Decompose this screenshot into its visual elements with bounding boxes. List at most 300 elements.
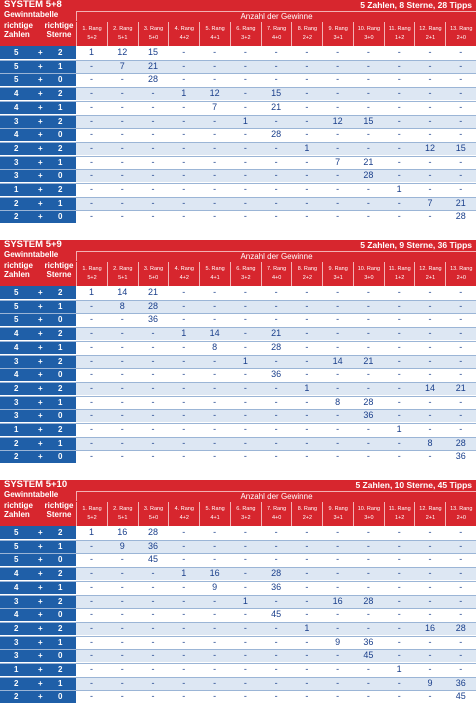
table-cell: - <box>336 129 340 140</box>
anzahl-der-gewinne-header: Anzahl der Gewinne <box>76 11 476 21</box>
section-titlebar <box>0 0 476 10</box>
table-cell: - <box>305 581 309 592</box>
table-cell: - <box>336 568 340 579</box>
section-titlebar <box>0 240 476 250</box>
table-cell: - <box>336 609 340 620</box>
rang-header: 12. Rang 2+1 <box>414 262 445 286</box>
gewinntabelle-label: Gewinntabelle <box>4 490 59 499</box>
table-cell: - <box>182 410 186 421</box>
row-key <box>0 663 76 676</box>
row-key <box>0 526 76 539</box>
table-row <box>0 286 476 299</box>
table-cell: - <box>90 369 93 380</box>
table-cell: - <box>90 581 93 592</box>
table-cell: - <box>213 540 217 551</box>
row-sterne: 0 <box>58 130 63 140</box>
table-cell: 21 <box>363 156 374 167</box>
rang-header: 3. Rang 5+0 <box>138 502 169 526</box>
row-divider <box>0 101 476 102</box>
table-row <box>0 409 476 422</box>
table-cell: - <box>243 424 247 434</box>
table-cell: 1 <box>396 184 402 194</box>
table-cell: 28 <box>148 527 159 537</box>
table-cell: - <box>182 609 186 620</box>
table-cell: - <box>182 47 186 57</box>
table-cell: 1 <box>88 47 94 57</box>
row-divider <box>0 567 476 568</box>
table-cell: - <box>428 636 432 647</box>
table-cell: - <box>305 636 309 647</box>
table-cell: 16 <box>209 568 220 579</box>
table-cell: - <box>428 595 432 606</box>
table-cell: - <box>366 88 370 99</box>
table-cell: - <box>428 554 432 565</box>
row-sterne: 2 <box>58 596 63 606</box>
row-plus: + <box>38 157 43 167</box>
table-cell: 15 <box>363 115 374 126</box>
table-row <box>0 197 476 210</box>
table-cell: - <box>397 410 401 421</box>
row-plus: + <box>38 75 43 85</box>
table-cell: - <box>274 527 278 537</box>
row-key <box>0 608 76 621</box>
table-cell: - <box>90 691 93 702</box>
table-cell: - <box>459 170 463 181</box>
row-divider <box>0 341 476 342</box>
table-cell: - <box>90 156 93 167</box>
table-cell: - <box>428 451 432 462</box>
row-key <box>0 128 76 141</box>
row-plus: + <box>38 383 43 393</box>
table-cell: - <box>305 595 309 606</box>
row-key <box>0 286 76 299</box>
table-cell: - <box>213 691 217 702</box>
table-row <box>0 649 476 662</box>
table-cell: - <box>182 300 186 311</box>
table-cell: - <box>459 581 463 592</box>
row-sterne: 2 <box>58 425 63 434</box>
row-zahlen: 2 <box>14 383 19 393</box>
table-cell: - <box>428 328 432 339</box>
row-values <box>76 327 476 340</box>
table-cell: 7 <box>212 101 218 112</box>
row-values <box>76 581 476 594</box>
table-cell: - <box>305 369 309 380</box>
table-cell: - <box>397 88 401 99</box>
row-values <box>76 60 476 73</box>
row-divider <box>0 327 476 328</box>
table-cell: 45 <box>455 691 466 702</box>
table-cell: - <box>213 156 217 167</box>
table-cell: - <box>459 287 463 297</box>
row-divider <box>0 553 476 554</box>
rang-header: 7. Rang 4+0 <box>261 262 292 286</box>
rang-header: 5. Rang 4+1 <box>199 502 230 526</box>
row-key <box>0 567 76 580</box>
table-cell: - <box>243 211 247 222</box>
row-divider <box>0 622 476 623</box>
row-key <box>0 677 76 690</box>
table-cell: - <box>90 101 93 112</box>
row-divider <box>0 636 476 637</box>
table-cell: 1 <box>396 664 402 674</box>
table-cell: - <box>274 451 278 462</box>
system-title: SYSTEM 5+9 <box>4 239 62 250</box>
table-cell: - <box>397 451 401 462</box>
row-sterne: 2 <box>58 116 63 126</box>
table-cell: - <box>151 184 155 194</box>
table-cell: - <box>428 691 432 702</box>
table-cell: - <box>397 328 401 339</box>
table-cell: - <box>213 609 217 620</box>
table-cell: - <box>428 581 432 592</box>
table-cell: - <box>274 396 278 407</box>
row-plus: + <box>38 425 43 434</box>
rang-header: 13. Rang 2+0 <box>445 22 476 46</box>
table-row <box>0 169 476 182</box>
table-cell: - <box>90 129 93 140</box>
row-sterne: 1 <box>58 582 63 592</box>
table-cell: - <box>213 650 217 661</box>
table-cell: - <box>120 184 124 194</box>
row-key <box>0 396 76 409</box>
row-key <box>0 450 76 463</box>
table-cell: - <box>120 142 124 153</box>
table-cell: 28 <box>148 300 159 311</box>
table-cell: - <box>428 369 432 380</box>
table-cell: - <box>366 527 370 537</box>
table-cell: - <box>305 527 309 537</box>
table-cell: - <box>213 197 217 208</box>
table-row <box>0 313 476 326</box>
table-cell: - <box>397 115 401 126</box>
table-cell: 1 <box>88 287 94 297</box>
table-cell: - <box>274 287 278 297</box>
row-sterne: 1 <box>58 541 63 551</box>
table-cell: - <box>366 300 370 311</box>
table-cell: 8 <box>212 341 218 352</box>
row-divider <box>0 690 476 691</box>
table-cell: - <box>120 568 124 579</box>
table-cell: - <box>182 527 186 537</box>
table-cell: 9 <box>335 636 341 647</box>
row-divider <box>0 437 476 438</box>
table-cell: - <box>428 396 432 407</box>
table-cell: - <box>213 74 217 85</box>
table-cell: - <box>90 410 93 421</box>
table-cell: - <box>459 568 463 579</box>
row-values <box>76 210 476 223</box>
table-cell: - <box>274 554 278 565</box>
row-values <box>76 87 476 100</box>
row-zahlen: 3 <box>14 596 19 606</box>
table-cell: 21 <box>271 328 282 339</box>
row-key <box>0 327 76 340</box>
table-cell: - <box>305 677 309 688</box>
table-row <box>0 595 476 608</box>
table-cell: 15 <box>455 142 466 153</box>
table-cell: - <box>397 650 401 661</box>
table-cell: 12 <box>424 142 435 153</box>
table-cell: - <box>366 60 370 71</box>
table-cell: - <box>213 287 217 297</box>
table-cell: 15 <box>148 47 159 57</box>
table-cell: - <box>459 341 463 352</box>
table-cell: - <box>90 540 93 551</box>
table-cell: - <box>243 650 247 661</box>
table-cell: - <box>213 314 217 325</box>
row-sterne: 0 <box>58 692 63 702</box>
table-cell: - <box>274 677 278 688</box>
table-cell: - <box>151 369 155 380</box>
row-plus: + <box>38 569 43 579</box>
rang-header: 1. Rang 5+2 <box>76 262 107 286</box>
row-key <box>0 183 76 196</box>
table-cell: - <box>90 382 93 393</box>
row-key <box>0 101 76 114</box>
table-cell: - <box>397 595 401 606</box>
row-key <box>0 437 76 450</box>
row-values <box>76 622 476 635</box>
table-cell: - <box>120 101 124 112</box>
table-cell: - <box>305 437 309 448</box>
row-divider <box>0 540 476 541</box>
table-cell: - <box>90 424 93 434</box>
table-cell: - <box>151 424 155 434</box>
table-cell: - <box>397 527 401 537</box>
row-divider <box>0 142 476 143</box>
rang-header: 9. Rang 3+1 <box>322 22 353 46</box>
row-divider <box>0 595 476 596</box>
rang-header: 6. Rang 3+2 <box>230 22 261 46</box>
table-cell: - <box>397 341 401 352</box>
table-cell: - <box>151 88 155 99</box>
row-values <box>76 595 476 608</box>
table-cell: 1 <box>181 88 187 99</box>
table-row <box>0 437 476 450</box>
table-cell: - <box>428 47 432 57</box>
table-cell: - <box>459 156 463 167</box>
rang-header: 4. Rang 4+2 <box>168 22 199 46</box>
table-cell: - <box>336 554 340 565</box>
row-key <box>0 46 76 59</box>
row-values <box>76 46 476 59</box>
table-cell: - <box>182 197 186 208</box>
table-cell: - <box>397 622 401 633</box>
table-cell: 1 <box>242 595 248 606</box>
row-divider <box>0 169 476 170</box>
row-plus: + <box>38 397 43 407</box>
table-cell: 12 <box>332 115 343 126</box>
row-zahlen: 3 <box>14 637 19 647</box>
table-cell: - <box>274 355 278 366</box>
table-row <box>0 156 476 169</box>
anzahl-der-gewinne-header: Anzahl der Gewinne <box>76 251 476 261</box>
table-cell: - <box>90 554 93 565</box>
table-cell: - <box>213 595 217 606</box>
table-cell: - <box>336 664 340 674</box>
table-row <box>0 540 476 553</box>
row-sterne: 1 <box>58 102 63 112</box>
row-sterne: 2 <box>58 383 63 393</box>
row-plus: + <box>38 610 43 620</box>
table-cell: - <box>459 554 463 565</box>
richtige-sterne-header: richtige Sterne <box>44 21 74 39</box>
table-cell: - <box>151 101 155 112</box>
table-cell: - <box>151 437 155 448</box>
table-cell: - <box>428 314 432 325</box>
table-cell: - <box>459 540 463 551</box>
table-cell: - <box>428 609 432 620</box>
table-cell: - <box>428 341 432 352</box>
row-sterne: 2 <box>58 665 63 674</box>
table-cell: 21 <box>148 60 159 71</box>
table-cell: - <box>182 369 186 380</box>
table-cell: 7 <box>335 156 341 167</box>
table-cell: - <box>120 451 124 462</box>
table-cell: - <box>182 60 186 71</box>
table-cell: 36 <box>148 314 159 325</box>
table-cell: 1 <box>396 424 402 434</box>
rang-header: 5. Rang 4+1 <box>199 22 230 46</box>
table-cell: - <box>397 396 401 407</box>
table-cell: - <box>120 410 124 421</box>
table-cell: - <box>397 554 401 565</box>
table-cell: - <box>151 211 155 222</box>
table-cell: - <box>213 527 217 537</box>
table-cell: - <box>366 437 370 448</box>
table-cell: 14 <box>209 328 220 339</box>
table-cell: - <box>366 328 370 339</box>
table-cell: 16 <box>117 527 128 537</box>
table-cell: - <box>397 369 401 380</box>
rang-header: 7. Rang 4+0 <box>261 502 292 526</box>
table-cell: - <box>151 396 155 407</box>
row-divider <box>0 115 476 116</box>
table-cell: 14 <box>117 287 128 297</box>
table-cell: 28 <box>271 341 282 352</box>
table-cell: 36 <box>455 677 466 688</box>
table-cell: - <box>428 74 432 85</box>
table-cell: - <box>243 314 247 325</box>
table-row <box>0 183 476 196</box>
table-cell: - <box>305 197 309 208</box>
row-key <box>0 649 76 662</box>
system-info: 5 Zahlen, 8 Sterne, 28 Tipps <box>360 0 472 10</box>
table-row <box>0 300 476 313</box>
table-cell: - <box>151 622 155 633</box>
table-cell: - <box>274 115 278 126</box>
table-cell: - <box>120 437 124 448</box>
table-cell: - <box>213 437 217 448</box>
row-plus: + <box>38 143 43 153</box>
row-divider <box>0 663 476 664</box>
table-cell: - <box>243 300 247 311</box>
table-cell: - <box>305 184 309 194</box>
row-plus: + <box>38 171 43 181</box>
table-cell: - <box>90 341 93 352</box>
row-values <box>76 142 476 155</box>
table-cell: - <box>459 184 463 194</box>
gewinntabelle-label: Gewinntabelle <box>4 250 59 259</box>
system-title: SYSTEM 5+8 <box>4 0 62 10</box>
table-cell: - <box>151 664 155 674</box>
table-cell: - <box>151 636 155 647</box>
table-cell: - <box>305 170 309 181</box>
row-sterne: 0 <box>58 315 63 325</box>
table-row <box>0 690 476 703</box>
row-sterne: 2 <box>58 356 63 366</box>
table-cell: - <box>336 300 340 311</box>
gewinntabelle-label: Gewinntabelle <box>4 10 59 19</box>
table-cell: - <box>151 115 155 126</box>
table-cell: - <box>90 355 93 366</box>
rang-header: 9. Rang 3+1 <box>322 502 353 526</box>
row-sterne: 0 <box>58 610 63 620</box>
table-cell: 36 <box>455 451 466 462</box>
table-cell: - <box>243 47 247 57</box>
rang-header: 12. Rang 2+1 <box>414 502 445 526</box>
row-divider <box>0 300 476 301</box>
table-cell: - <box>120 156 124 167</box>
table-cell: - <box>274 142 278 153</box>
row-divider <box>0 128 476 129</box>
row-key <box>0 210 76 223</box>
table-cell: - <box>459 609 463 620</box>
table-cell: 8 <box>335 396 341 407</box>
table-cell: - <box>274 540 278 551</box>
table-cell: - <box>120 197 124 208</box>
row-plus: + <box>38 651 43 661</box>
table-cell: 45 <box>271 609 282 620</box>
table-cell: - <box>243 396 247 407</box>
row-sterne: 0 <box>58 411 63 421</box>
row-zahlen: 2 <box>14 198 19 208</box>
table-cell: - <box>243 636 247 647</box>
row-key <box>0 341 76 354</box>
table-cell: - <box>366 664 370 674</box>
table-cell: - <box>428 300 432 311</box>
table-cell: - <box>120 382 124 393</box>
row-sterne: 1 <box>58 61 63 71</box>
row-zahlen: 2 <box>14 623 19 633</box>
table-cell: - <box>182 554 186 565</box>
table-cell: - <box>274 636 278 647</box>
table-cell: - <box>90 88 93 99</box>
rang-header: 2. Rang 5+1 <box>107 262 138 286</box>
table-cell: - <box>182 184 186 194</box>
table-cell: - <box>213 211 217 222</box>
table-cell: - <box>243 568 247 579</box>
table-cell: - <box>397 677 401 688</box>
table-cell: - <box>151 197 155 208</box>
row-values <box>76 73 476 86</box>
row-plus: + <box>38 541 43 551</box>
table-cell: 21 <box>363 355 374 366</box>
table-cell: - <box>274 410 278 421</box>
table-cell: - <box>366 129 370 140</box>
table-cell: - <box>243 664 247 674</box>
table-cell: - <box>151 328 155 339</box>
table-cell: 45 <box>363 650 374 661</box>
table-cell: - <box>459 595 463 606</box>
table-cell: - <box>120 664 124 674</box>
table-cell: - <box>182 341 186 352</box>
table-cell: - <box>182 382 186 393</box>
table-header <box>0 250 476 286</box>
table-cell: 14 <box>424 382 435 393</box>
row-zahlen: 3 <box>14 397 19 407</box>
